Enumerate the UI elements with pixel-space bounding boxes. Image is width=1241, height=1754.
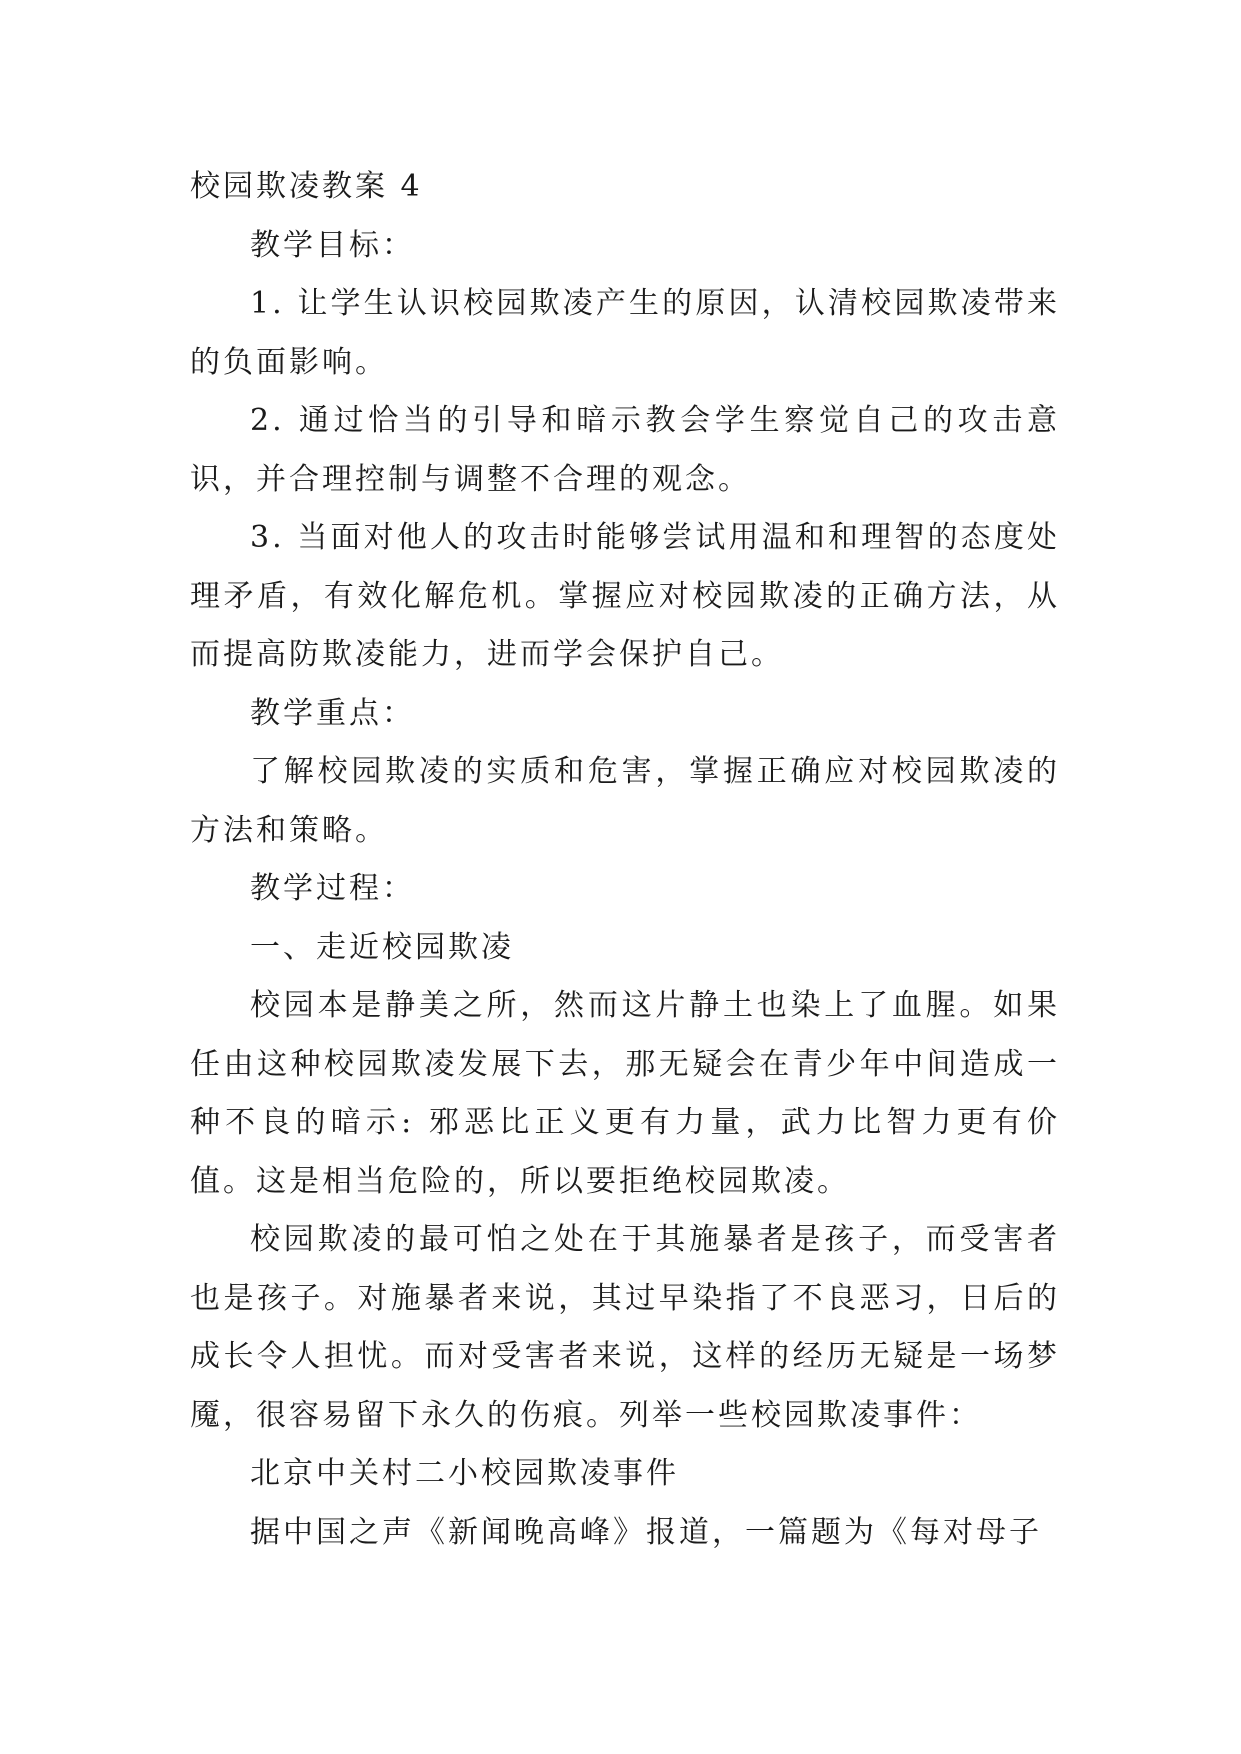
body-paragraph: 校园本是静美之所，然而这片静土也染上了血腥。如果任由这种校园欺凌发展下去，那无疑会在青少年中间造成一种不良的暗示: 邪恶比正义更有力量，武力比智力更有价值。这是相当危险的，所以要拒绝校园欺凌。	[190, 988, 1060, 1199]
objective-item-3: 3. 当面对他人的攻击时能够尝试用温和和理智的态度处理矛盾，有效化解危机。掌握应对校园欺凌的正确方法，从而提高防欺凌能力，进而学会保护自己。	[190, 520, 1060, 672]
subsection-heading-approach: 一、走近校园欺凌	[250, 929, 514, 965]
section-heading-key-points: 教学重点：	[250, 695, 415, 731]
body-paragraph: 据中国之声《新闻晚高峰》报道，一篇题为《每对母子	[250, 1514, 1042, 1550]
section-heading-process: 教学过程：	[250, 871, 415, 906]
objective-item-2: 2. 通过恰当的引导和暗示教会学生察觉自己的攻击意识，并合理控制与调整不合理的观念。	[190, 403, 1060, 497]
objective-item-1: 1. 让学生认识校园欺凌产生的原因，认清校园欺凌带来的负面影响。	[190, 286, 1060, 380]
document-body	[190, 158, 1060, 1562]
case-heading: 北京中关村二小校园欺凌事件	[250, 1456, 679, 1491]
section-heading-objectives: 教学目标：	[250, 227, 415, 263]
key-points-paragraph: 了解校园欺凌的实质和危害，掌握正确应对校园欺凌的方法和策略。	[190, 754, 1060, 848]
body-paragraph: 校园欺凌的最可怕之处在于其施暴者是孩子，而受害者也是孩子。对施暴者来说，其过早染指了不良恶习，日后的成长令人担忧。而对受害者来说，这样的经历无疑是一场梦魇，很容易留下永久的伤痕。列举一些校园欺凌事件：	[190, 1222, 1060, 1433]
document-title: 校园欺凌教案 4	[190, 169, 423, 204]
